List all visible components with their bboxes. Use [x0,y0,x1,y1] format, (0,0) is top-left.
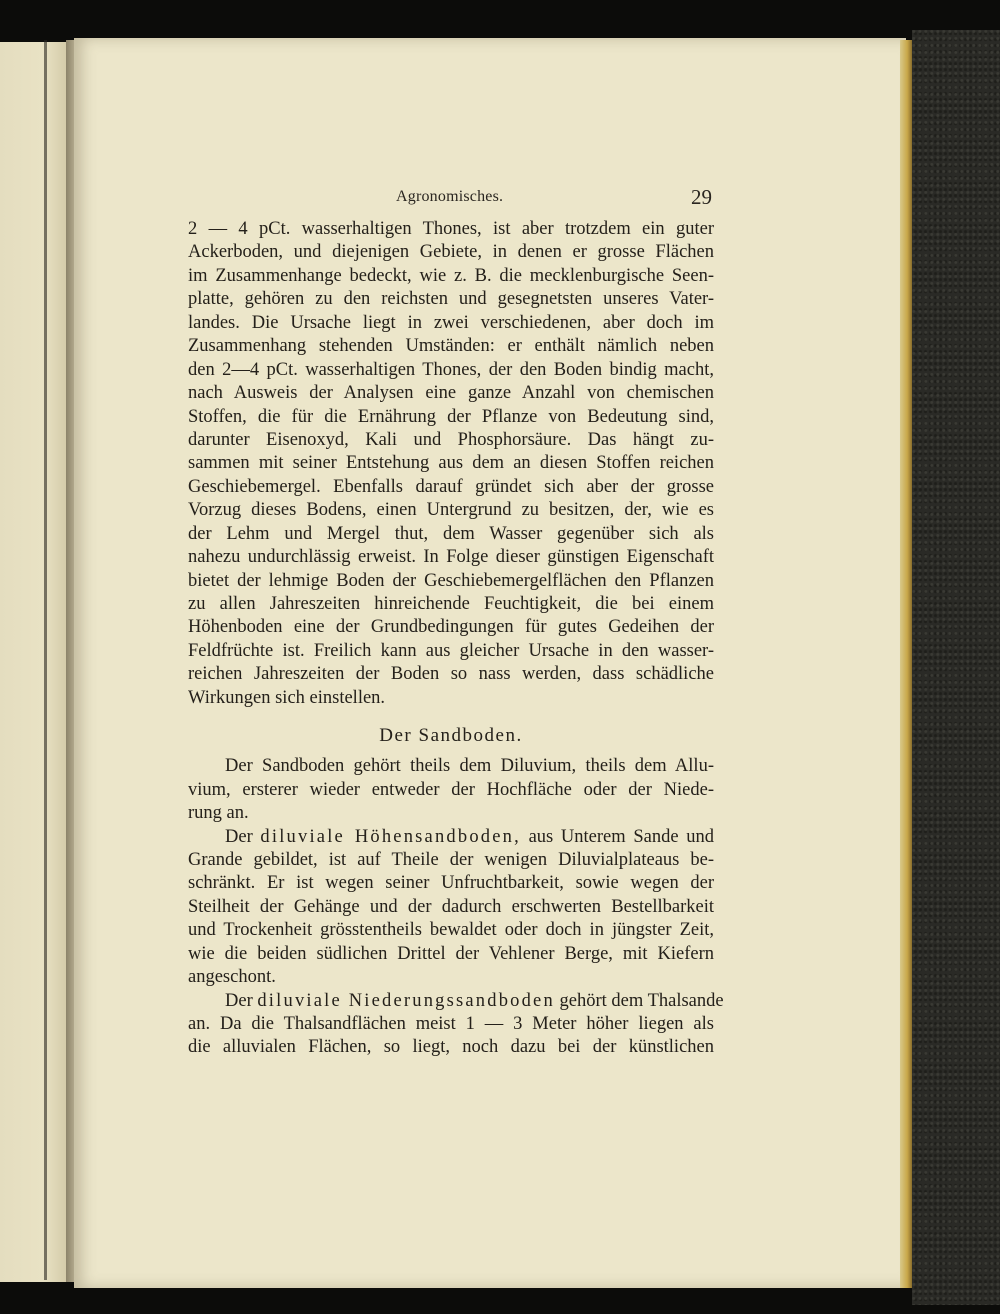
text-line: platte, gehören zu den reichsten und gesegnetsten unseres Vater- [188,289,714,310]
body-text [188,218,724,1060]
text-line: im Zusammenhange bedeckt, wie z. B. die mecklenburgische Seen- [188,265,714,286]
text-line: die alluvialen Flächen, so liegt, noch dazu bei der künstlichen [188,1037,714,1058]
text-line: Wirkungen sich einstellen. [188,687,386,708]
text-line: Stoffen, die für die Ernährung der Pflanze von Bedeutung sind, [188,406,714,427]
text-line: der Lehm und Mergel thut, dem Wasser gegenüber sich als [188,523,714,544]
text-run: aus Unterem Sande und [528,826,714,847]
text-line: Der Sandboden gehört theils dem Diluvium, theils dem Allu- [225,756,714,777]
text-line: Steilheit der Gehänge und der dadurch erschwerten Bestellbarkeit [188,896,714,917]
text-line: Feldfrüchte ist. Freilich kann aus gleicher Ursache in den wasser- [188,640,714,661]
text-line: 2 — 4 pCt. wasserhaltigen Thones, ist aber trotzdem ein guter [188,219,714,239]
page-number: 29 [691,185,712,209]
text-line: Vorzug dieses Bodens, einen Untergrund zu besitzen, der, wie es [188,500,714,521]
text-line: den 2—4 pCt. wasserhaltigen Thones, der den Boden bindig macht, [188,359,714,380]
running-head: Agronomisches. [396,188,504,205]
page-edge-gilt [900,40,912,1288]
text-line: und Trockenheit grösstentheils bewaldet oder doch in jüngster Zeit, [188,920,714,941]
paragraph-4 [188,990,724,1060]
text-line: Höhenboden eine der Grundbedingungen für gutes Gedeihen der [188,617,714,638]
text-line: zu allen Jahreszeiten hinreichende Feuchtigkeit, die bei einem [188,594,714,614]
text-line: darunter Eisenoxyd, Kali und Phosphorsäure. Das hängt zu- [188,429,714,450]
text-line: sammen mit seiner Entstehung aus dem an diesen Stoffen reichen [188,453,714,474]
spaced-term: diluviale Höhensandboden, [260,826,521,847]
text-line: bietet der lehmige Boden der Geschiebemergelflächen den Pflanzen [188,570,714,591]
text-line: Geschiebemergel. Ebenfalls darauf gründet sich aber der grosse [188,476,714,497]
paragraph-2 [188,755,714,825]
text-line: Ackerboden, und diejenigen Gebiete, in denen er grosse Flächen [188,242,714,263]
text-run: Der [225,990,253,1011]
text-line: nahezu undurchlässig erweist. In Folge dieser günstigen Eigenschaft [188,547,714,568]
text-line: rung an. [188,803,249,824]
section-heading: Der Sandboden. [379,725,523,747]
text-line [188,990,724,1013]
spaced-term: diluviale Niederungssandboden [257,990,555,1011]
text-line: angeschont. [188,967,276,988]
text-line: landes. Die Ursache liegt in zwei verschiedenen, aber doch im [188,312,714,333]
text-line: vium, ersterer wieder entweder der Hochfläche oder der Niede- [188,779,714,800]
text-line: nach Ausweis der Analysen eine ganze Anzahl von chemischen [188,383,714,404]
text-line: Grande gebildet, ist auf Theile der wenigen Diluvialplateaus be- [188,849,714,870]
text-line: reichen Jahreszeiten der Boden so nass werden, dass schädliche [188,664,714,685]
text-line: Zusammenhang stehenden Umständen: er enthält nämlich neben [188,336,714,357]
text-line: schränkt. Er ist wegen seiner Unfruchtbarkeit, sowie wegen der [188,873,714,894]
page-header [186,185,712,212]
facing-page-shadow [44,40,47,1280]
text-line: an. Da die Thalsandflächen meist 1 — 3 Meter höher liegen als [188,1014,714,1034]
book-cover [912,30,1000,1305]
text-run: gehört dem Thalsande [559,990,724,1011]
text-line [188,826,714,849]
text-run: Der [225,826,253,847]
paragraph-1 [188,218,714,710]
paragraph-3 [188,826,714,990]
facing-page-edge [0,42,72,1282]
text-line: wie die beiden südlichen Drittel der Vehlener Berge, mit Kiefern [188,943,714,964]
